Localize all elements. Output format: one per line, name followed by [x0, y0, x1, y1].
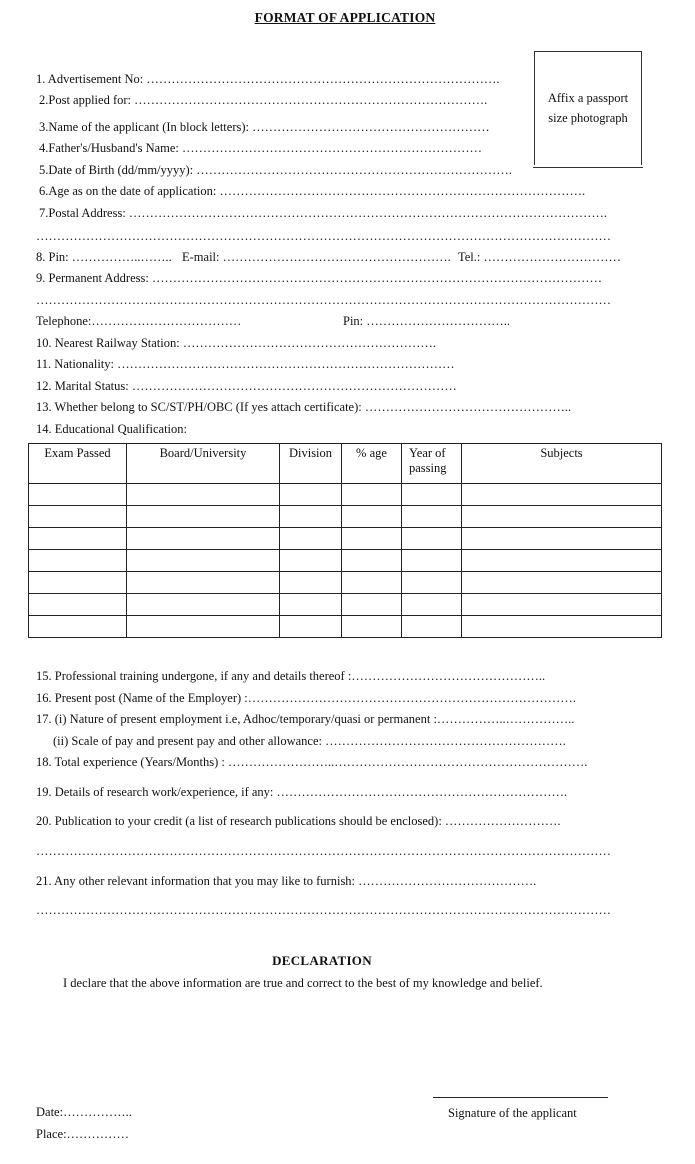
table-cell[interactable]: [29, 616, 127, 638]
table-cell[interactable]: [462, 616, 662, 638]
table-cell[interactable]: [462, 506, 662, 528]
telephone-field[interactable]: Telephone:………………………………: [36, 314, 242, 328]
table-cell[interactable]: [462, 594, 662, 616]
permanent-address-continuation[interactable]: …………………………………………………………………………………………………………………………: [36, 293, 611, 307]
photo-box-text: [535, 88, 641, 128]
table-cell[interactable]: [29, 550, 127, 572]
declaration-heading: DECLARATION: [272, 953, 372, 968]
table-cell[interactable]: [402, 528, 462, 550]
table-cell[interactable]: [402, 616, 462, 638]
table-cell[interactable]: [29, 572, 127, 594]
table-row: [29, 484, 662, 506]
table-cell[interactable]: [280, 616, 342, 638]
scale-of-pay-field[interactable]: (ii) Scale of pay and present pay and other allowance: ………………………………………………….: [53, 734, 566, 748]
column-header-subjects: Subjects: [462, 444, 662, 484]
table-cell[interactable]: [342, 506, 402, 528]
column-header-division: Division: [280, 444, 342, 484]
age-field[interactable]: 6.Age as on the date of application: …………………………………………………………………………….: [39, 184, 586, 198]
table-row: [29, 550, 662, 572]
publication-continuation[interactable]: …………………………………………………………………………………………………………………………: [36, 844, 611, 858]
table-cell[interactable]: [342, 594, 402, 616]
postal-address-field[interactable]: 7.Postal Address: …………………………………………………………………………………………………….: [39, 206, 608, 220]
table-cell[interactable]: [402, 506, 462, 528]
table-row: [29, 506, 662, 528]
table-cell[interactable]: [342, 572, 402, 594]
table-cell[interactable]: [342, 528, 402, 550]
nature-of-employment-field[interactable]: 17. (i) Nature of present employment i.e, Adhoc/temporary/quasi or permanent :……………..……………..: [36, 712, 575, 726]
table-cell[interactable]: [280, 506, 342, 528]
signature-label: Signature of the applicant: [448, 1106, 577, 1120]
marital-status-field[interactable]: 12. Marital Status: ……………………………………………………………………: [36, 379, 457, 393]
form-title: FORMAT OF APPLICATION: [254, 10, 436, 25]
table-row: [29, 528, 662, 550]
date-of-birth-field[interactable]: 5.Date of Birth (dd/mm/yyyy): ………………………………………………………………….: [39, 163, 512, 177]
table-cell[interactable]: [29, 528, 127, 550]
post-applied-field[interactable]: 2.Post applied for: ………………………………………………………………………….: [39, 93, 488, 107]
nationality-field[interactable]: 11. Nationality: ………………………………………………………………………: [36, 357, 455, 371]
table-cell[interactable]: [342, 550, 402, 572]
total-experience-field[interactable]: 18. Total experience (Years/Months) : ……………………..…………………………………………………….: [36, 755, 588, 769]
table-cell[interactable]: [462, 550, 662, 572]
education-table: [28, 443, 662, 638]
table-row: [29, 594, 662, 616]
column-header-year-line-2: passing: [409, 461, 447, 475]
table-cell[interactable]: [29, 594, 127, 616]
signature-line[interactable]: [433, 1097, 608, 1098]
table-cell[interactable]: [462, 572, 662, 594]
other-information-field[interactable]: 21. Any other relevant information that you may like to furnish: …………………………………….: [36, 874, 537, 888]
table-cell[interactable]: [127, 550, 280, 572]
email-field[interactable]: E-mail: ……………………………………………….: [182, 250, 451, 264]
table-cell[interactable]: [127, 572, 280, 594]
table-cell[interactable]: [402, 572, 462, 594]
reservation-category-field[interactable]: 13. Whether belong to SC/ST/PH/OBC (If yes attach certificate): …………………………………………..: [36, 400, 572, 414]
pin-field[interactable]: 8. Pin: ……………..……..: [36, 250, 172, 264]
column-header-board: Board/University: [127, 444, 280, 484]
table-cell[interactable]: [29, 506, 127, 528]
permanent-address-field[interactable]: 9. Permanent Address: ………………………………………………………………………………………………: [36, 271, 602, 285]
table-cell[interactable]: [280, 550, 342, 572]
table-cell[interactable]: [127, 506, 280, 528]
table-cell[interactable]: [29, 484, 127, 506]
table-row: [29, 572, 662, 594]
column-header-exam: Exam Passed: [29, 444, 127, 484]
pin-2-field[interactable]: Pin: ……………………………..: [343, 314, 511, 328]
place-field[interactable]: Place:……………: [36, 1127, 130, 1141]
publication-field[interactable]: 20. Publication to your credit (a list of research publications should be enclosed): ……………………….: [36, 814, 561, 828]
date-field[interactable]: Date:……………..: [36, 1105, 132, 1119]
table-cell[interactable]: [280, 572, 342, 594]
table-cell[interactable]: [280, 594, 342, 616]
table-cell[interactable]: [342, 484, 402, 506]
table-cell[interactable]: [127, 594, 280, 616]
photo-box: [534, 51, 642, 165]
table-cell[interactable]: [462, 484, 662, 506]
research-work-field[interactable]: 19. Details of research work/experience, if any: …………………………………………………………….: [36, 785, 568, 799]
tel-field[interactable]: Tel.: ……………………………: [458, 250, 622, 264]
table-cell[interactable]: [127, 484, 280, 506]
present-post-field[interactable]: 16. Present post (Name of the Employer) :…………………………………………………………………….: [36, 691, 576, 705]
railway-station-field[interactable]: 10. Nearest Railway Station: …………………………………………………….: [36, 336, 436, 350]
table-cell[interactable]: [127, 528, 280, 550]
declaration-text: I declare that the above information are true and correct to the best of my knowledge and belief.: [63, 976, 543, 990]
photo-box-line-1: Affix a passport: [547, 91, 629, 105]
table-cell[interactable]: [342, 616, 402, 638]
column-header-year: [402, 444, 462, 484]
table-cell[interactable]: [402, 484, 462, 506]
father-husband-name-field[interactable]: 4.Father's/Husband's Name: ………………………………………………………………: [39, 141, 483, 155]
educational-qualification-label: 14. Educational Qualification:: [36, 422, 187, 436]
table-cell[interactable]: [462, 528, 662, 550]
advertisement-no-field[interactable]: 1. Advertisement No: ………………………………………………………………………….: [36, 72, 500, 86]
applicant-name-field[interactable]: 3.Name of the applicant (In block letters): …………………………………………………: [39, 120, 490, 134]
column-header-year-line-1: Year of: [409, 446, 446, 460]
table-cell[interactable]: [280, 484, 342, 506]
professional-training-field[interactable]: 15. Professional training undergone, if any and details thereof :………………………………………..: [36, 669, 546, 683]
table-cell[interactable]: [402, 594, 462, 616]
column-header-percentage: % age: [342, 444, 402, 484]
other-information-continuation[interactable]: …………………………………………………………………………………………………………………………: [36, 903, 611, 917]
table-cell[interactable]: [280, 528, 342, 550]
table-row: [29, 616, 662, 638]
photo-box-underline: [533, 167, 643, 168]
table-cell[interactable]: [127, 616, 280, 638]
postal-address-continuation[interactable]: …………………………………………………………………………………………………………………………: [36, 229, 611, 243]
education-table-header-row: [29, 444, 662, 484]
table-cell[interactable]: [402, 550, 462, 572]
photo-box-line-2: size photograph: [548, 111, 628, 125]
